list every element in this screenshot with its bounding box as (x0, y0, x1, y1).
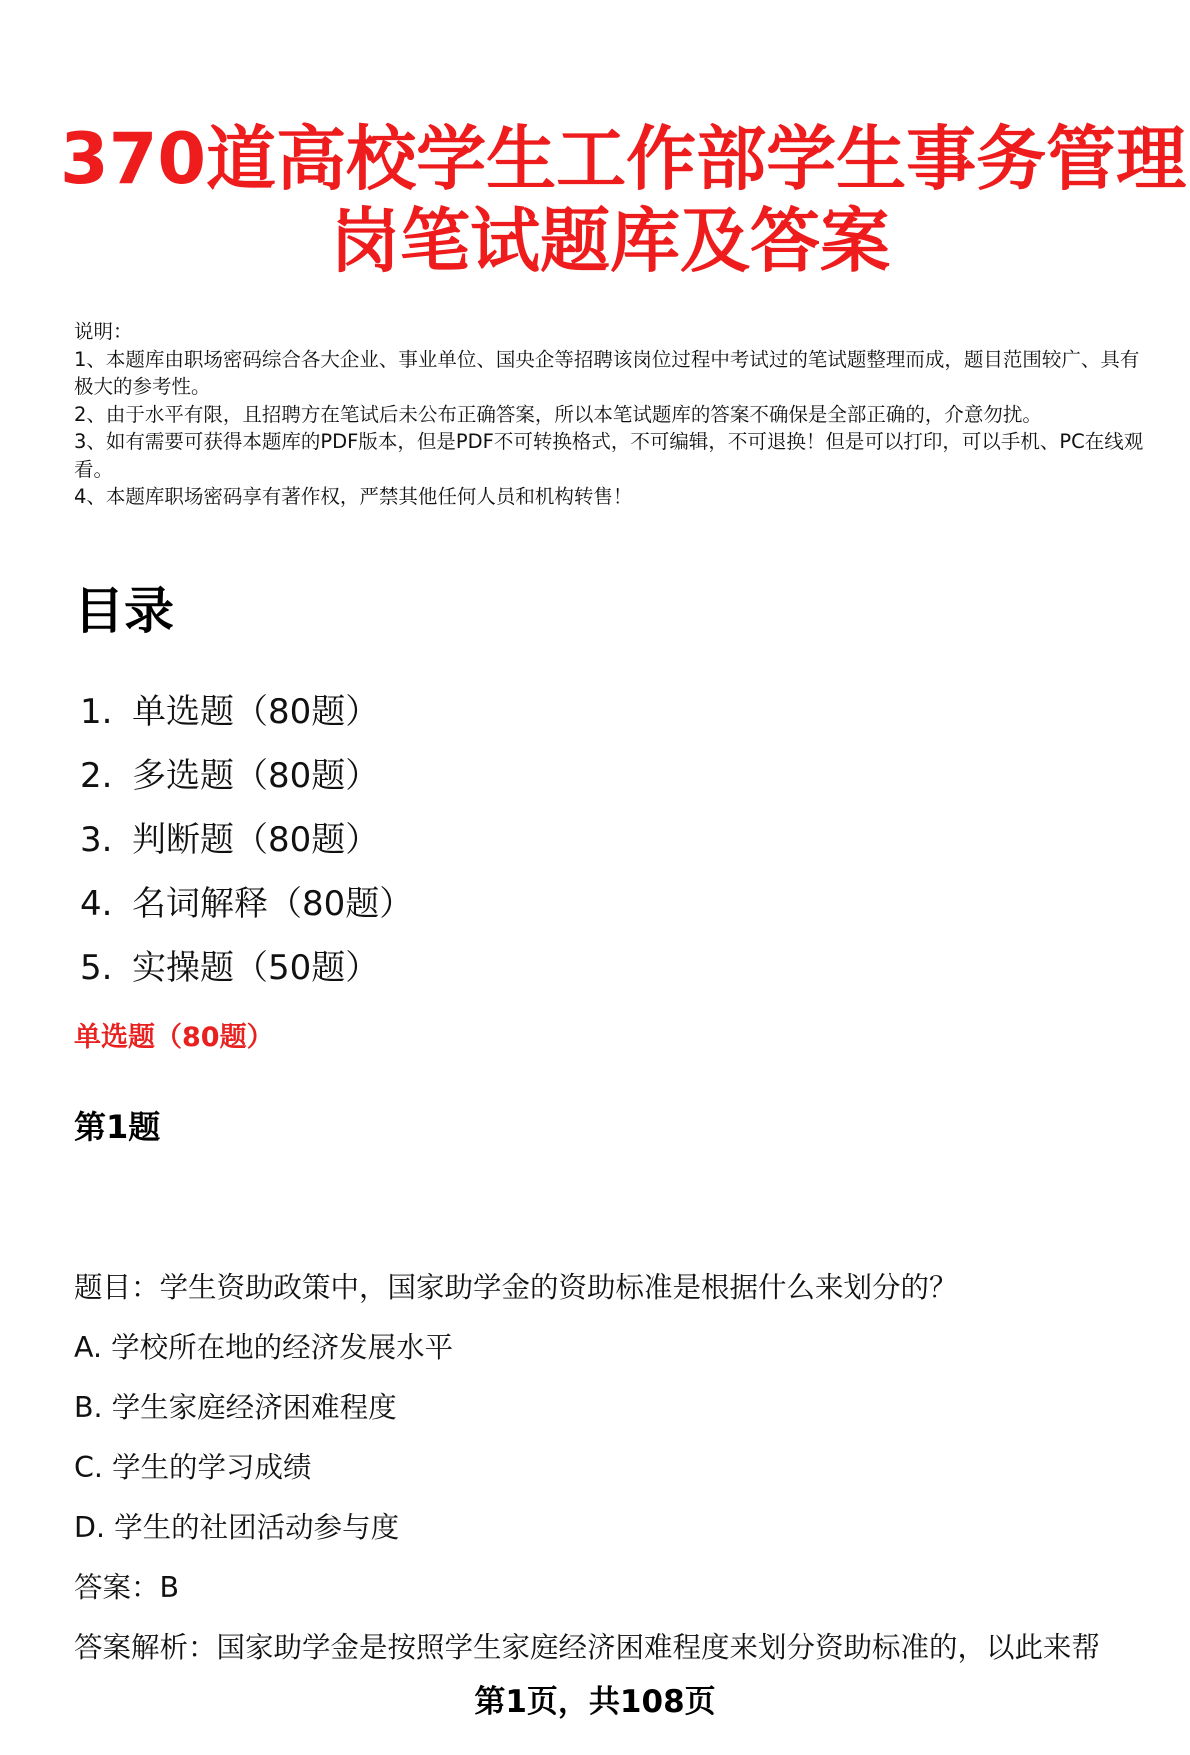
toc-item-number: 5. (80, 948, 113, 988)
title-line-2: 岗笔试题库及答案 (330, 200, 890, 282)
question-stem: 题目：学生资助政策中，国家助学金的资助标准是根据什么来划分的？ (74, 1271, 958, 1304)
section-heading: 单选题（80题） (74, 1022, 274, 1053)
toc-item-label: 单选题（80题） (132, 692, 380, 732)
question-option: C. 学生的学习成绩 (74, 1451, 312, 1484)
toc-item[interactable] (80, 872, 413, 936)
question-option: D. 学生的社团活动参与度 (74, 1511, 400, 1544)
toc-item-number: 1. (80, 692, 113, 732)
question-body (74, 1268, 1164, 1688)
question-answer: 答案：B (74, 1571, 180, 1604)
toc-item[interactable] (80, 808, 413, 872)
question-analysis: 答案解析：国家助学金是按照学生家庭经济困难程度来划分资助标准的，以此来帮 (74, 1631, 1101, 1664)
toc-item-label: 多选题（80题） (132, 756, 380, 796)
toc-item-label: 判断题（80题） (132, 820, 380, 860)
toc-item-number: 4. (80, 884, 113, 924)
toc-item[interactable] (80, 680, 413, 744)
title-line-1: 370道高校学生工作部学生事务管理 (60, 118, 1187, 200)
notes-item: 1、本题库由职场密码综合各大企业、事业单位、国央企等招聘该岗位过程中考试过的笔试题整理而成，题目范围较广、具有极大的参考性。 (74, 347, 1140, 398)
question-heading: 第1题 (74, 1108, 161, 1146)
question-option: B. 学生家庭经济困难程度 (74, 1391, 397, 1424)
notes-item: 4、本题库职场密码享有著作权，严禁其他任何人员和机构转售！ (74, 485, 633, 508)
toc-heading: 目录 (74, 582, 174, 640)
toc-item-number: 2. (80, 756, 113, 796)
notes-item: 3、如有需要可获得本题库的PDF版本，但是PDF不可转换格式，不可编辑，不可退换！但是可以打印，可以手机、PC在线观看。 (74, 430, 1144, 481)
toc-list (80, 680, 413, 1000)
notes-label: 说明： (74, 320, 133, 343)
notes-block (74, 318, 1154, 511)
toc-item-label: 实操题（50题） (132, 948, 380, 988)
notes-item: 2、由于水平有限，且招聘方在笔试后未公布正确答案，所以本笔试题库的答案不确保是全部正确的，介意勿扰。 (74, 402, 1042, 426)
toc-item-number: 3. (80, 820, 113, 860)
toc-item[interactable] (80, 936, 413, 1000)
toc-item-label: 名词解释（80题） (132, 884, 414, 924)
toc-item[interactable] (80, 744, 413, 808)
question-option: A. 学校所在地的经济发展水平 (74, 1331, 454, 1364)
page-footer: 第1页，共108页 (474, 1684, 716, 1720)
document-title (60, 118, 1187, 282)
